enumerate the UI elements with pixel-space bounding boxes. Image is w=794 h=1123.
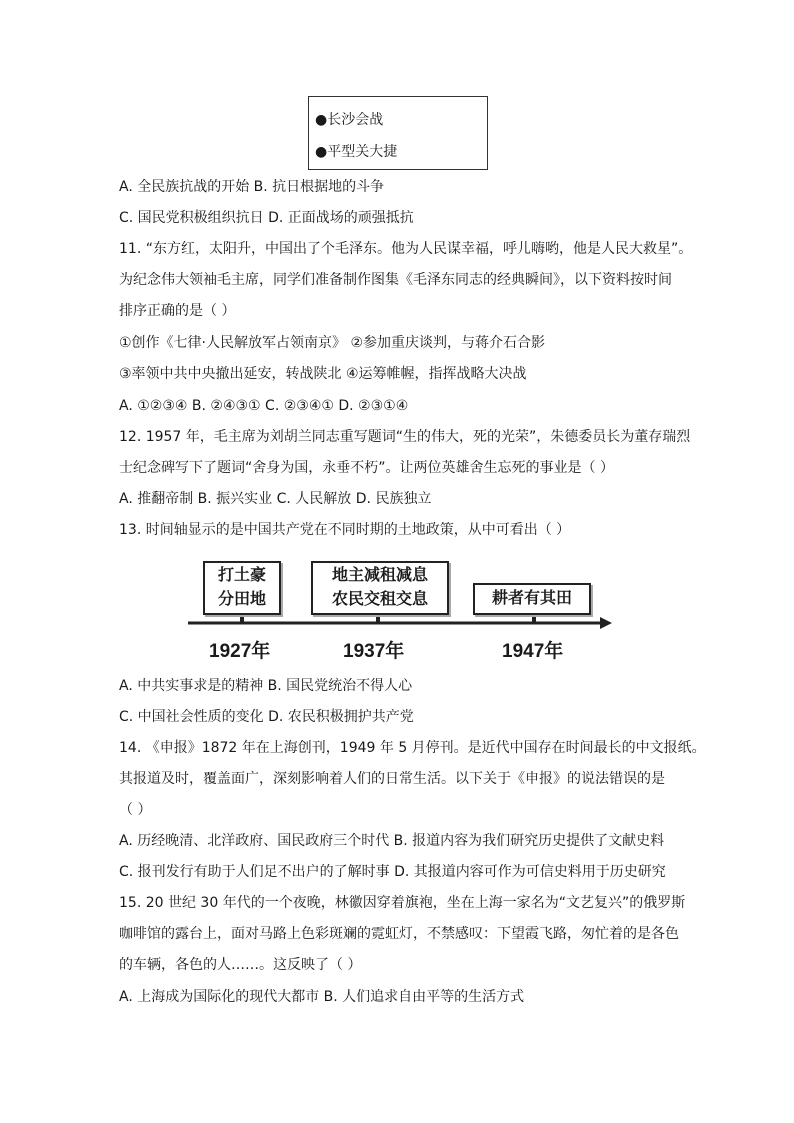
q12-answers: A. 推翻帝制 B. 振兴实业 C. 人民解放 D. 民族独立 (119, 491, 432, 507)
q15-options-row-1: A. 上海成为国际化的现代大都市 B. 人们追求自由平等的生活方式 (119, 989, 525, 1005)
q13-stem: 13. 时间轴显示的是中国共产党在不同时期的土地政策，从中可看出（ ） (119, 522, 571, 538)
q14-stem-line-1: 14. 《申报》1872 年在上海创刊，1949 年 5 月停刊。是近代中国存在时间最长的中文报纸。 (119, 740, 706, 756)
q12-stem-line-2: 士纪念碑写下了题词“舍身为国，永垂不朽”。让两位英雄舍生忘死的事业是（ ） (119, 460, 614, 476)
timeline-year-1937: 1937年 (343, 641, 405, 662)
timeline-event-1927-box (203, 561, 281, 615)
timeline-year-1947: 1947年 (502, 641, 564, 662)
q12-stem-line-1: 12. 1957 年，毛主席为刘胡兰同志重写题词“生的伟大，死的光荣”，朱德委员长为董存瑞烈 (119, 429, 691, 445)
q11-answers: A. ①②③④ B. ②④③① C. ②③④① D. ②③①④ (119, 398, 409, 414)
material-item-2: ●平型关大捷 (315, 144, 398, 160)
q14-stem-line-2: 其报道及时，覆盖面广，深刻影响着人们的日常生活。以下关于《申报》的说法错误的是 (119, 771, 665, 787)
q15-stem-line-3: 的车辆，各色的人……。这反映了（ ） (119, 957, 362, 973)
q10-options-row-1: A. 全民族抗战的开始 B. 抗日根据地的斗争 (119, 179, 385, 195)
timeline-event-1947-box (473, 583, 591, 615)
q15-stem-line-1: 15. 20 世纪 30 年代的一个夜晚，林徽因穿着旗袍，坐在上海一家名为“文艺复兴”的俄罗斯 (119, 895, 686, 911)
q14-options-row-2: C. 报刊发行有助于人们足不出户的了解时事 D. 其报道内容可作为可信史料用于历史研究 (119, 864, 666, 880)
timeline-event-1927-line-1: 打土豪 (217, 565, 266, 584)
q10-options-row-2: C. 国民党积极组织抗日 D. 正面战场的顽强抵抗 (119, 210, 414, 226)
q11-item-row-2: ③率领中共中央撤出延安，转战陕北 ④运筹帷幄，指挥战略大决战 (119, 366, 527, 382)
timeline-event-1947-line-1: 耕者有其田 (491, 588, 572, 607)
q15-stem-line-2: 咖啡馆的露台上，面对马路上色彩斑斓的霓虹灯，不禁感叹：下望霞飞路，匆忙着的是各色 (119, 926, 679, 942)
timeline-event-1927-line-2: 分田地 (217, 589, 266, 608)
q11-stem-line-2: 为纪念伟大领袖毛主席，同学们准备制作图集《毛泽东同志的经典瞬间》，以下资料按时间 (119, 272, 672, 288)
material-item-1: ●长沙会战 (315, 112, 384, 128)
q13-options-row-1: A. 中共实事求是的精神 B. 国民党统治不得人心 (119, 678, 413, 694)
q11-item-row-1: ①创作《七律·人民解放军占领南京》 ②参加重庆谈判，与蒋介石合影 (119, 335, 546, 351)
q13-options-row-2: C. 中国社会性质的变化 D. 农民积极拥护共产党 (119, 709, 414, 725)
timeline-event-1937-box (311, 561, 449, 615)
q14-options-row-1: A. 历经晚清、北洋政府、国民政府三个时代 B. 报道内容为我们研究历史提供了文献史料 (119, 833, 665, 849)
q11-stem-line-1: 11. “东方红，太阳升，中国出了个毛泽东。他为人民谋幸福，呼儿嗨哟，他是人民大救星”。 (119, 241, 693, 257)
q11-stem-line-3: 排序正确的是（ ） (119, 303, 236, 319)
timeline-event-1937-line-1: 地主减租减息 (331, 565, 428, 584)
q14-stem-line-3: （ ） (119, 802, 152, 818)
timeline-event-1937-line-2: 农民交租交息 (331, 589, 428, 608)
material-box (308, 96, 488, 170)
timeline-year-1927: 1927年 (209, 641, 271, 662)
